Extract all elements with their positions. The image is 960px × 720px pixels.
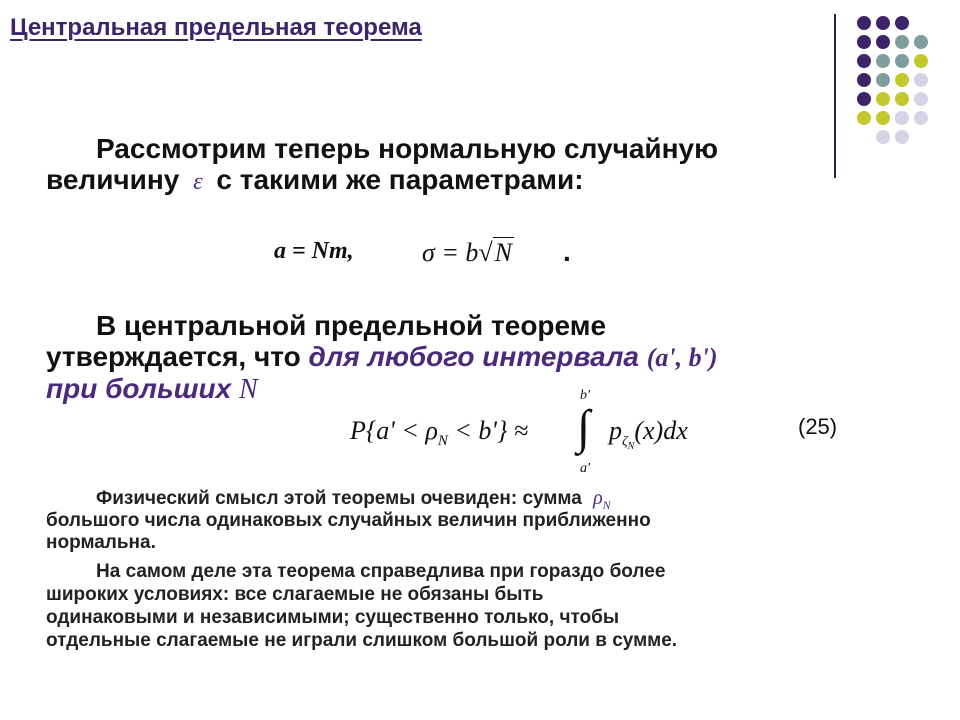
formula-root-arg: N	[494, 238, 512, 267]
integral-upper: b'	[580, 388, 590, 403]
decor-dot	[857, 92, 871, 106]
para4-line1: На самом деле эта теорема справедлива при гораздо более	[96, 561, 666, 582]
decor-dot	[914, 92, 928, 106]
decor-dot	[895, 130, 909, 144]
decor-dot	[857, 35, 871, 49]
formula-probability	[350, 416, 528, 450]
para4-line3: одинаковыми и независимыми; существенно только, чтобы	[46, 607, 620, 628]
rho-sub: N	[602, 498, 611, 512]
decor-dot	[895, 92, 909, 106]
decor-dot	[876, 35, 890, 49]
formula-lhs-end: < b'} ≈	[454, 416, 529, 445]
decor-dot	[914, 35, 928, 49]
decor-dot	[876, 92, 890, 106]
para1-line2-end: с такими же параметрами:	[216, 164, 584, 195]
para2-line2	[46, 340, 718, 375]
para3-line1-text: Физический смысл этой теоремы очевиден: сумма	[96, 488, 582, 509]
decor-divider	[834, 14, 836, 178]
decor-dot	[876, 54, 890, 68]
formula-sigma	[422, 238, 514, 268]
interval: (a', b')	[646, 343, 718, 372]
decor-dot	[895, 111, 909, 125]
para2-n: N	[238, 374, 258, 405]
decor-dot	[914, 54, 928, 68]
para2-line3-emph: при больших	[46, 373, 232, 404]
para2-emph: для любого интервала	[308, 341, 639, 372]
epsilon-symbol: ε	[193, 169, 203, 195]
para4-line4: отдельные слагаемые не играли слишком большой роли в сумме.	[46, 630, 678, 651]
decor-dot	[895, 35, 909, 49]
para1-line1: Рассмотрим теперь нормальную случайную	[96, 133, 719, 164]
rho-symbol	[593, 487, 611, 512]
decor-dot	[876, 111, 890, 125]
formula-sigma-lhs: σ = b	[422, 238, 479, 267]
formula-a: a = Nm,	[274, 238, 354, 264]
decor-dot	[876, 16, 890, 30]
para1-line2	[46, 163, 584, 199]
equation-number: (25)	[798, 414, 838, 439]
para3-line2: большого числа одинаковых случайных величин приближенно	[46, 510, 651, 531]
integral-icon: ∫	[577, 401, 591, 454]
decor-dot	[857, 111, 871, 125]
decor-dot	[857, 73, 871, 87]
para1-line2-start: величину	[46, 164, 180, 195]
slide-title: Центральная предельная теорема	[10, 14, 422, 41]
decor-dot	[857, 16, 871, 30]
para2-line1: В центральной предельной теореме	[96, 310, 607, 341]
sqrt-icon: √	[478, 238, 493, 267]
formula-integrand	[609, 416, 688, 452]
decor-dot	[914, 111, 928, 125]
decor-dot	[895, 16, 909, 30]
para4-line2: широких условиях: все слагаемые не обязаны быть	[46, 584, 544, 605]
formula-lhs-sub: N	[437, 433, 448, 450]
decor-dot	[895, 73, 909, 87]
integral-lower: a'	[580, 461, 590, 476]
para3-line3: нормальна.	[46, 532, 156, 553]
integrand-sub: ζ	[622, 434, 628, 450]
decor-dot	[895, 54, 909, 68]
rho-char: ρ	[593, 487, 603, 509]
decor-dot	[914, 73, 928, 87]
para2-line3	[46, 372, 258, 407]
formula-lhs: P{a' < ρ	[350, 416, 438, 445]
decor-dot	[857, 54, 871, 68]
integrand-end: (x)dx	[634, 416, 688, 445]
integrand-subsub: N	[627, 440, 635, 452]
integrand-p: p	[609, 416, 622, 445]
para2-line2-start: утверждается, что	[46, 341, 301, 372]
decor-dot	[876, 73, 890, 87]
decor-dot	[876, 130, 890, 144]
formula-dot: .	[563, 236, 571, 267]
